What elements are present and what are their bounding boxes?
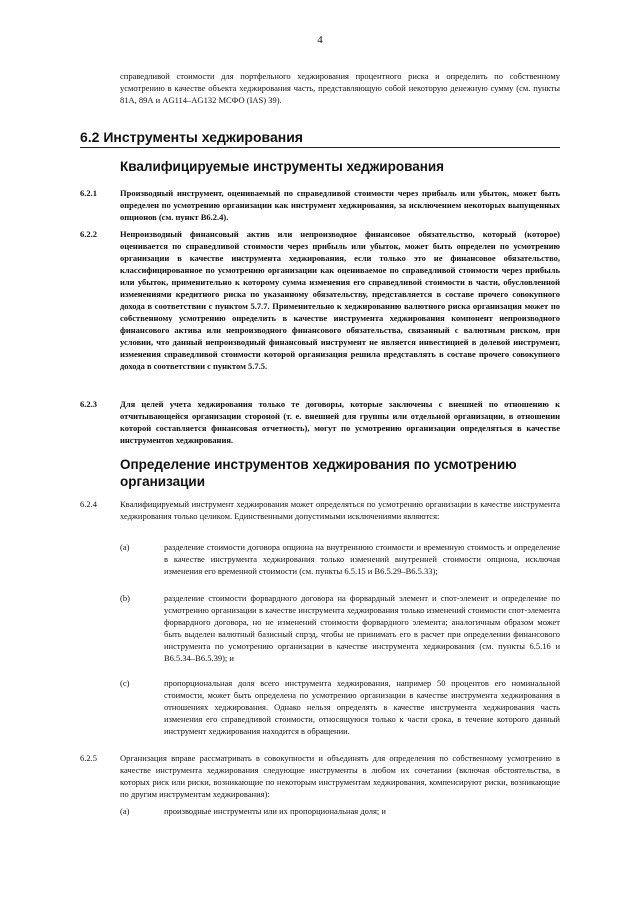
paragraph-6-2-4 — [80, 498, 560, 522]
list-item-letter: (b) — [120, 593, 130, 603]
paragraph-text: Производный инструмент, оцениваемый по справедливой стоимости через прибыль или убыток, может быть определен по усмотрению организации как инструмент хеджирования, за исключением некоторых выпущенных опционов (см. пункт В6.2.4). — [120, 188, 560, 222]
paragraph-text: Для целей учета хеджирования только те договоры, которые заключены с внешней по отношению к отчитывающейся организации стороной (т. е. внешней для группы или отдельной организации, в отношении которой составляется финансовая отчетность), могут по усмотрению организации определяться в качестве инструментов хеджирования. — [120, 399, 560, 445]
list-item-letter: (c) — [120, 678, 130, 688]
list-item-text: пропорциональная доля всего инструмента хеджирования, например 50 процентов его номинальной стоимости, может быть определена по усмотрению организации в качестве инструмента хеджирования в отношениях хеджирования. Однако нельзя определять в качестве инструмента хеджирования часть изменения его справедливой стоимости, относящуюся только к части срока, в течение которого данный инструмент хеджирования находится в обращении. — [164, 678, 560, 736]
paragraph-6-2-3 — [80, 398, 560, 446]
intro-paragraph: справедливой стоимости для портфельного хеджирования процентного риска и определить по собственному усмотрению в качестве объекта хеджирования часть, представляющую собой некоторую денежную сумму (см. пункты 81А, 89А и AG114–AG132 МСФО (IAS) 39). — [120, 71, 560, 105]
paragraph-6-2-5 — [80, 752, 560, 800]
list-item-6-2-5-a — [120, 805, 560, 817]
paragraph-number: 6.2.1 — [80, 188, 97, 198]
list-item-letter: (a) — [120, 806, 130, 816]
paragraph-text: Организация вправе рассматривать в совокупности и объединять для определения по собственному усмотрению в качестве инструмента хеджирования следующие инструменты в любом их сочетании (включая обстоятельства, в которых риск или риски, возникающие по некоторым инструментам хеджирования, компенсируют риски, возникающие по другим инструментам хеджирования): — [120, 753, 560, 799]
list-item-b — [120, 592, 560, 664]
list-item-text: разделение стоимости договора опциона на внутреннюю стоимости и временную стоимость и определение в качестве инструмента хеджирования только изменений внутренней стоимости опциона, исключая изменения его временной стоимости (см. пункты 6.5.15 и В6.5.29–В6.5.33); — [164, 542, 560, 576]
subheading-designation: Определение инструментов хеджирования по усмотрению организации — [120, 457, 517, 489]
paragraph-number: 6.2.3 — [80, 399, 97, 409]
paragraph-number: 6.2.2 — [80, 229, 97, 239]
list-item-a — [120, 541, 560, 577]
paragraph-6-2-1 — [80, 187, 560, 223]
list-item-letter: (a) — [120, 542, 130, 552]
paragraph-6-2-2 — [80, 228, 560, 372]
list-item-c — [120, 677, 560, 737]
subheading-qualifying-instruments: Квалифицируемые инструменты хеджирования — [120, 159, 445, 174]
section-heading: 6.2 Инструменты хеджирования — [80, 129, 560, 148]
list-item-text: разделение стоимости форвардного договора на форвардный элемент и спот-элемент и определение по усмотрению организации в качестве инструмента хеджирования только изменений стоимости спот-элемента форвардного договора, но не изменений стоимости форвардного элемента; аналогичным образом может быть выделен валютный базисный спрэд, чтобы не принимать его в расчет при определении финансового инструмента по усмотрению организации в качестве инструмента хеджирования (см. пункты 6.5.16 и В6.5.34–В6.5.39); и — [164, 593, 560, 663]
paragraph-text: Непроизводный финансовый актив или непроизводное финансовое обязательство, который (которое) оценивается по справедливой стоимости через прибыль или убыток, может быть определен по усмотрению организации в качестве инструмента хеджирования, если только это не финансовое обязательство, классифицированное по усмотрению организации как оцениваемое по справедливой стоимости через прибыль или убыток, применительно к которому сумма изменения его справедливой стоимости в части, обусловленной изменениями кредитного риска по указанному обязательству, представляется в составе прочего совокупного дохода в соответствии с пунктом 5.7.7. Применительно к хеджированию валютного риска организация может по собственному усмотрению определить в качестве инструмента хеджирования компонент непроизводного финансового актива или непроизводного финансового обязательства, связанный с валютным риском, при условии, что данный непроизводный финансовый инструмент не является инвестицией в долевой инструмент, изменения справедливой стоимости которой организация решила представлять в составе прочего совокупного дохода в соответствии с пунктом 5.7.5. — [120, 229, 560, 371]
page-number: 4 — [317, 34, 323, 46]
paragraph-number: 6.2.5 — [80, 753, 97, 763]
list-item-text: производные инструменты или их пропорциональная доля; и — [164, 806, 386, 816]
paragraph-text: Квалифицируемый инструмент хеджирования может определяться по усмотрению организации в качестве инструмента хеджирования только целиком. Единственными допустимыми исключениями являются: — [120, 499, 560, 521]
paragraph-number: 6.2.4 — [80, 499, 97, 509]
